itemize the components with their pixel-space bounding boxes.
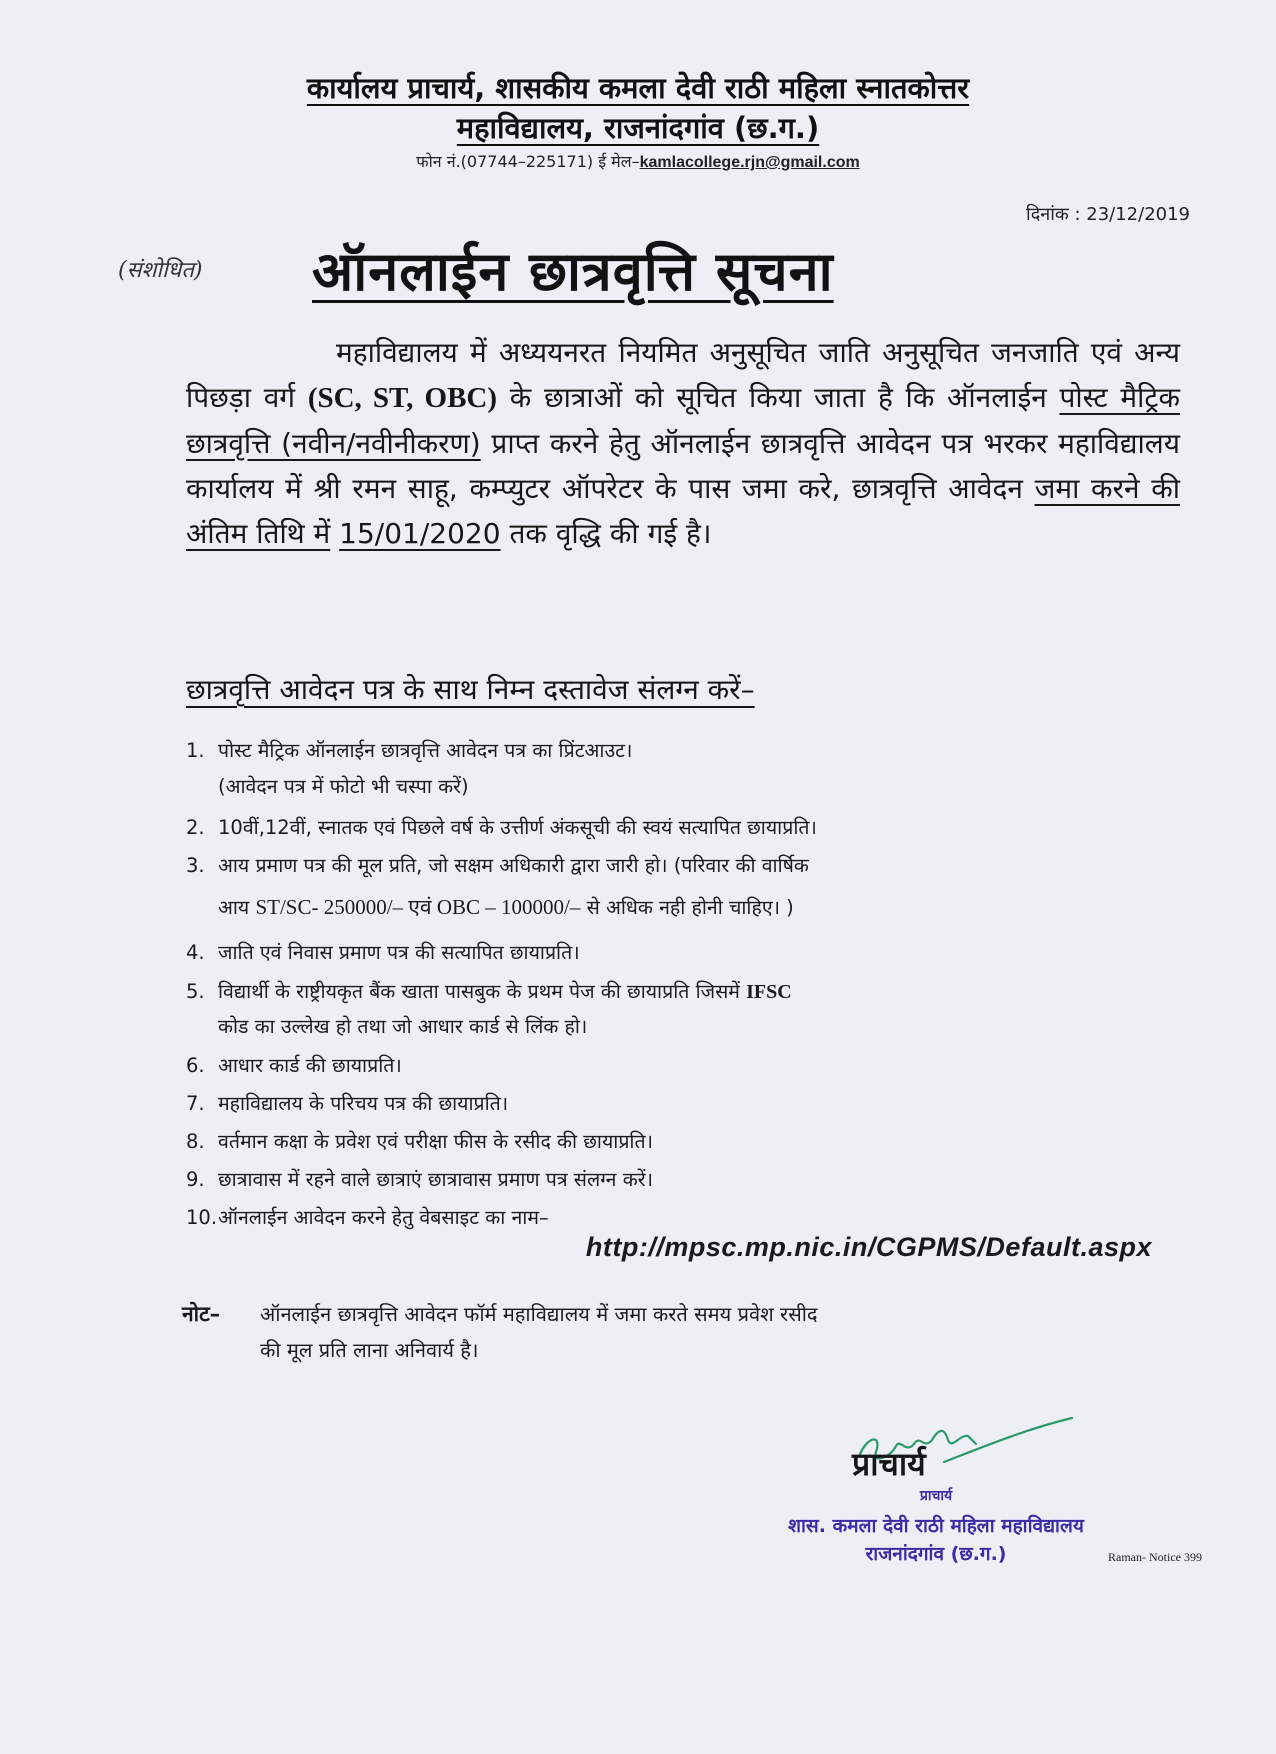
body-text-3: प्राप्त करने हेतु ऑनलाईन छात्रवृत्ति आवेदन पत्र भरकर महाविद्यालय कार्यालय में श्री रमन साहू, कम्प्युटर ऑपरेटर के पास जमा करे, छात्रवृत्ति आवेदन xyxy=(186,427,1180,505)
list-item: 3. आय प्रमाण पत्र की मूल प्रति, जो सक्षम अधिकारी द्वारा जारी हो। (परिवार की वार्षिक xyxy=(186,854,809,877)
contact-line xyxy=(0,150,1276,172)
documents-heading: छात्रवृत्ति आवेदन पत्र के साथ निम्न दस्तावेज संलग्न करें– xyxy=(186,673,755,706)
body-text-2: के छात्राओं को सूचित किया जाता है कि ऑनलाईन xyxy=(509,381,1047,414)
list-item: 1. पोस्ट मैट्रिक ऑनलाईन छात्रवृत्ति आवेदन पत्र का प्रिंटआउट। xyxy=(186,739,633,762)
email-address: kamlacollege.rjn@gmail.com xyxy=(639,154,860,171)
list-item: 4. जाति एवं निवास प्रमाण पत्र की सत्यापित छायाप्रति। xyxy=(186,941,580,964)
reference-number: Raman- Notice 399 xyxy=(1108,1550,1202,1564)
note-line-2: की मूल प्रति लाना अनिवार्य है। xyxy=(260,1338,479,1362)
list-item: 9. छात्रावास में रहने वाले छात्राएं छात्रावास प्रमाण पत्र संलग्न करें। xyxy=(186,1168,654,1191)
notice-title: ऑनलाईन छात्रवृत्ति सूचना xyxy=(312,240,834,303)
phone-label: फोन नं.(07744–225171) ई मेल– xyxy=(416,152,640,171)
category-codes: (SC, ST, OBC) xyxy=(307,382,498,414)
note-block xyxy=(182,1296,1142,1368)
body-text-1: महाविद्यालय में अध्ययनरत नियमित अनुसूचित जाति अनुसूचित जनजाति एवं अन्य पिछड़ा वर्ग xyxy=(186,336,1180,414)
last-date-phrase: जमा करने की अंतिम तिथि में xyxy=(186,472,1180,550)
notice-page: कार्यालय प्राचार्य, शासकीय कमला देवी राठी महिला स्नातकोत्तर महाविद्यालय, राजनांदगांव (छ.ग.) फोन नं.(07744–225171) ई मेल–kamlacollege.rjn@gmail.com दिनांक : 23/12/2019 (संशोधित) ऑनलाईन छात्रवृत्ति सूचना महाविद्यालय में अध्ययनरत नियमित अनुसूचित जाति अनुसूचित जनजाति एवं अन्य पिछड़ा वर्ग (SC, ST, OBC) के छात्राओं को सूचित किया जाता है कि ऑनलाईन पोस्ट मैट्रिक छात्रवृत्ति (नवीन/नवीनीकरण) प्राप्त करने हेतु ऑनलाईन छात्रवृत्ति आवेदन पत्र भरकर महाविद्यालय कार्यालय में श्री रमन साहू, कम्प्युटर ऑपरेटर के पास जमा करे, छात्रवृत्ति आवेदन जमा करने की अंतिम तिथि में 15/01/2020 तक वृद्धि की गई है। छात्रवृत्ति आवेदन पत्र के साथ निम्न दस्तावेज संलग्न करें– 1. पोस्ट मैट्रिक ऑनलाईन छात्रवृत्ति आवेदन पत्र का प्रिंटआउट। (आवेदन पत्र में फोटो भी चस्पा करें) 2. 10वीं,12वीं, स्नातक एवं पिछले वर्ष के उत्तीर्ण अंकसूची की स्वयं सत्यापित छायाप्रति। 3. आय प्रमाण पत्र की मूल प्रति, जो सक्षम अधिकारी द्वारा जारी हो। (परिवार की वार्षिक आय ST/SC- 250000/– एवं OBC – 100000/– से अधिक नही होनी चाहिए। ) 4. जाति एवं निवास प्रमाण पत्र की सत्यापित छायाप्रति। 5. विद्यार्थी के राष्ट्रीयकृत बैंक खाता पासबुक के प्रथम पेज की छायाप्रति जिसमें IFSC कोड का उल्लेख हो तथा जो आधार कार्ड से लिंक हो। 6. आधार कार्ड की छायाप्रति। 7. महाविद्यालय के परिचय पत्र की छायाप्रति। 8. वर्तमान कक्षा के प्रवेश एवं परीक्षा फीस के रसीद की छायाप्रति। 9. छात्रावास में रहने वाले छात्राएं छात्रावास प्रमाण पत्र संलग्न करें। 10.ऑनलाईन आवेदन करने हेतु वेबसाइट का नाम– http://mpsc.mp.nic.in/CGPMS/Default.aspx नोट– ऑनलाईन छात्रवृत्ति आवेदन फॉर्म महाविद्यालय में जमा करते समय प्रवेश रसीद की मूल प्रति लाना अनिवार्य है। प्राचार्य प्राचार्य शास. कमला देवी राठी महिला महाविद्यालय राजनांदगांव (छ.ग.) Raman- Notice 399 xyxy=(0,0,1276,1754)
income-limits: ST/SC- 250000/– एवं OBC – 100000/– xyxy=(255,895,581,919)
list-item: 7. महाविद्यालय के परिचय पत्र की छायाप्रति। xyxy=(186,1092,509,1115)
scholarship-type: पोस्ट मैट्रिक छात्रवृत्ति (नवीन/नवीनीकरण) xyxy=(186,381,1180,460)
office-header-line2: महाविद्यालय, राजनांदगांव (छ.ग.) xyxy=(456,111,820,145)
scholarship-website-url: http://mpsc.mp.nic.in/CGPMS/Default.aspx xyxy=(585,1232,1152,1262)
revised-handwritten-note: (संशोधित) xyxy=(118,258,203,283)
stamp-title: प्राचार्य xyxy=(919,1488,953,1504)
list-item: 2. 10वीं,12वीं, स्नातक एवं पिछले वर्ष के उत्तीर्ण अंकसूची की स्वयं सत्यापित छायाप्रति। xyxy=(186,816,817,839)
list-item: 5. विद्यार्थी के राष्ट्रीयकृत बैंक खाता पासबुक के प्रथम पेज की छायाप्रति जिसमें IFSC xyxy=(186,980,792,1003)
list-item: 6. आधार कार्ड की छायाप्रति। xyxy=(186,1054,402,1077)
note-label: नोट– xyxy=(182,1302,221,1326)
list-item: 10.ऑनलाईन आवेदन करने हेतु वेबसाइट का नाम– xyxy=(186,1206,549,1229)
notice-date: दिनांक : 23/12/2019 xyxy=(1026,204,1190,225)
signature-flourish xyxy=(944,1418,1072,1462)
office-header-line1: कार्यालय प्राचार्य, शासकीय कमला देवी राठी महिला स्नातकोत्तर xyxy=(306,71,970,105)
stamp-location: राजनांदगांव (छ.ग.) xyxy=(865,1543,1007,1565)
principal-title: प्राचार्य xyxy=(852,1445,926,1483)
notice-body-paragraph xyxy=(186,330,1180,556)
last-date: 15/01/2020 xyxy=(339,517,501,550)
list-item: 8. वर्तमान कक्षा के प्रवेश एवं परीक्षा फीस के रसीद की छायाप्रति। xyxy=(186,1130,653,1153)
body-text-4: तक वृद्धि की गई है। xyxy=(509,517,712,550)
stamp-college-name: शास. कमला देवी राठी महिला महाविद्यालय xyxy=(788,1515,1084,1537)
note-line-1: ऑनलाईन छात्रवृत्ति आवेदन फॉर्म महाविद्यालय में जमा करते समय प्रवेश रसीद xyxy=(260,1302,818,1326)
